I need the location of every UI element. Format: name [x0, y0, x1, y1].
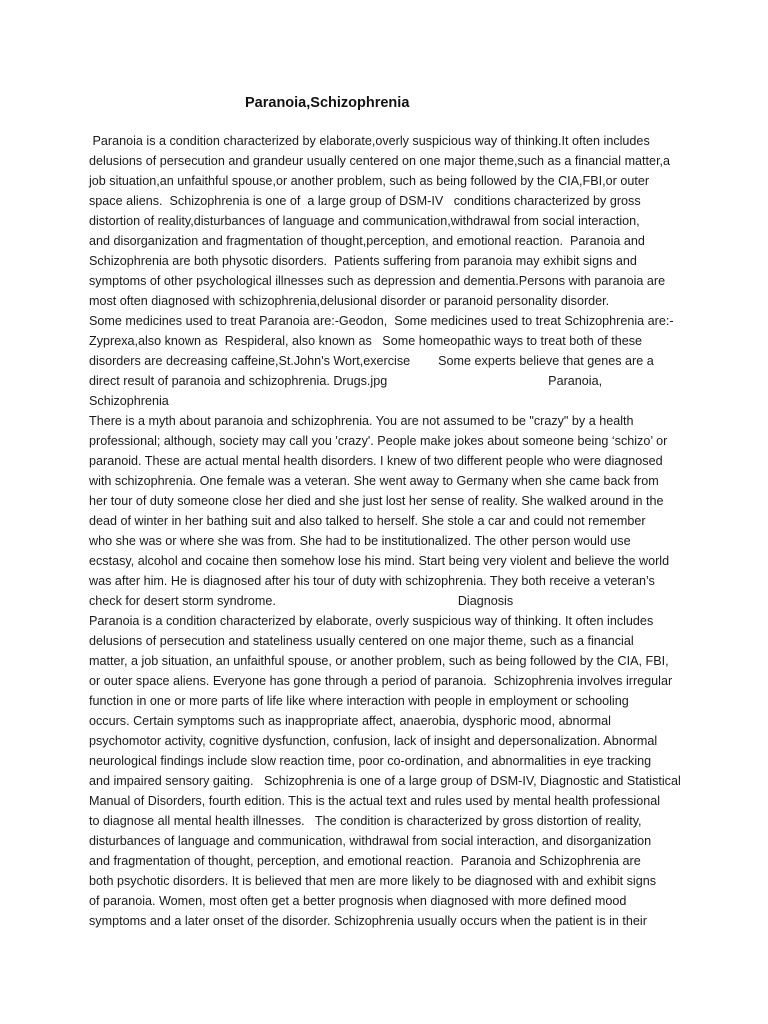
- text-line: most often diagnosed with schizophrenia,delusional disorder or paranoid personality disorder.: [89, 294, 610, 308]
- text-line: job situation,an unfaithful spouse,or another problem, such as being followed by the CIA,FBI,or outer: [89, 174, 650, 188]
- text-line: paranoid. These are actual mental health disorders. I knew of two different people who were diagnosed: [89, 454, 663, 468]
- text-line: direct result of paranoia and schizophrenia. Drugs.jpg Paranoia,: [89, 374, 603, 388]
- text-line: symptoms of other psychological illnesses such as depression and dementia.Persons with paranoia are: [89, 274, 666, 288]
- text-line: space aliens. Schizophrenia is one of a large group of DSM-IV conditions characterized by gross: [89, 194, 641, 208]
- text-line: matter, a job situation, an unfaithful spouse, or another problem, such as being followed by the CIA, FBI,: [89, 654, 669, 668]
- text-line: Zyprexa,also known as Respideral, also known as Some homeopathic ways to treat both of these: [89, 334, 643, 348]
- text-line: There is a myth about paranoia and schizophrenia. You are not assumed to be "crazy" by a health: [89, 414, 634, 428]
- text-line: disorders are decreasing caffeine,St.John's Wort,exercise Some experts believe that genes are a: [89, 354, 654, 368]
- text-line: disturbances of language and communication, withdrawal from social interaction, and disorganization: [89, 834, 652, 848]
- text-line: Paranoia is a condition characterized by elaborate, overly suspicious way of thinking. It often includes: [89, 614, 654, 628]
- text-line: distortion of reality,disturbances of language and communication,withdrawal from social interaction,: [89, 214, 640, 228]
- text-line: was after him. He is diagnosed after his tour of duty with schizophrenia. They both receive a veteran’s: [89, 574, 655, 588]
- text-line: ecstasy, alcohol and cocaine then somehow lose his mind. Start being very violent and believe the world: [89, 554, 670, 568]
- text-line: who she was or where she was from. She had to be institutionalized. The other person would use: [89, 534, 631, 548]
- document-body: [89, 131, 679, 931]
- text-line: to diagnose all mental health illnesses. The condition is characterized by gross distortion of reality,: [89, 814, 642, 828]
- text-line: her tour of duty someone close her died and she just lost her sense of reality. She walked around in the: [89, 494, 664, 508]
- text-line: professional; although, society may call you 'crazy'. People make jokes about someone being ‘schizo’ or: [89, 434, 668, 448]
- text-line: check for desert storm syndrome. Diagnosis: [89, 594, 514, 608]
- text-line: Schizophrenia are both physotic disorders. Patients suffering from paranoia may exhibit signs and: [89, 254, 637, 268]
- text-line: occurs. Certain symptoms such as inappropriate affect, anaerobia, dysphoric mood, abnormal: [89, 714, 611, 728]
- document-title: Paranoia,Schizophrenia: [245, 95, 410, 111]
- text-line: psychomotor activity, cognitive dysfunction, confusion, lack of insight and depersonalization. Abnormal: [89, 734, 658, 748]
- text-line: or outer space aliens. Everyone has gone through a period of paranoia. Schizophrenia involves irregular: [89, 674, 673, 688]
- text-line: with schizophrenia. One female was a veteran. She went away to Germany when she came back from: [89, 474, 659, 488]
- text-line: symptoms and a later onset of the disorder. Schizophrenia usually occurs when the patient is in their: [89, 914, 647, 928]
- text-line: and disorganization and fragmentation of thought,perception, and emotional reaction. Paranoia and: [89, 234, 645, 248]
- text-line: and fragmentation of thought, perception, and emotional reaction. Paranoia and Schizophrenia are: [89, 854, 641, 868]
- text-line: of paranoia. Women, most often get a better prognosis when diagnosed with more defined mood: [89, 894, 627, 908]
- text-line: Manual of Disorders, fourth edition. This is the actual text and rules used by mental health professional: [89, 794, 660, 808]
- text-line: Some medicines used to treat Paranoia are:-Geodon, Some medicines used to treat Schizophrenia are:-: [89, 314, 674, 328]
- text-line: Paranoia is a condition characterized by elaborate,overly suspicious way of thinking.It often includes: [89, 134, 650, 148]
- text-line: neurological findings include slow reaction time, poor co-ordination, and abnormalities in eye tracking: [89, 754, 652, 768]
- text-line: and impaired sensory gaiting. Schizophrenia is one of a large group of DSM-IV, Diagnostic and Statistical: [89, 774, 681, 788]
- text-line: both psychotic disorders. It is believed that men are more likely to be diagnosed with and exhibit signs: [89, 874, 657, 888]
- text-line: dead of winter in her bathing suit and also talked to herself. She stole a car and could not remember: [89, 514, 646, 528]
- text-line: function in one or more parts of life like where interaction with people in employment or schooling: [89, 694, 629, 708]
- text-line: Schizophrenia: [89, 394, 169, 408]
- text-line: delusions of persecution and stateliness usually centered on one major theme, such as a financial: [89, 634, 634, 648]
- text-line: delusions of persecution and grandeur usually centered on one major theme,such as a financial matter,a: [89, 154, 671, 168]
